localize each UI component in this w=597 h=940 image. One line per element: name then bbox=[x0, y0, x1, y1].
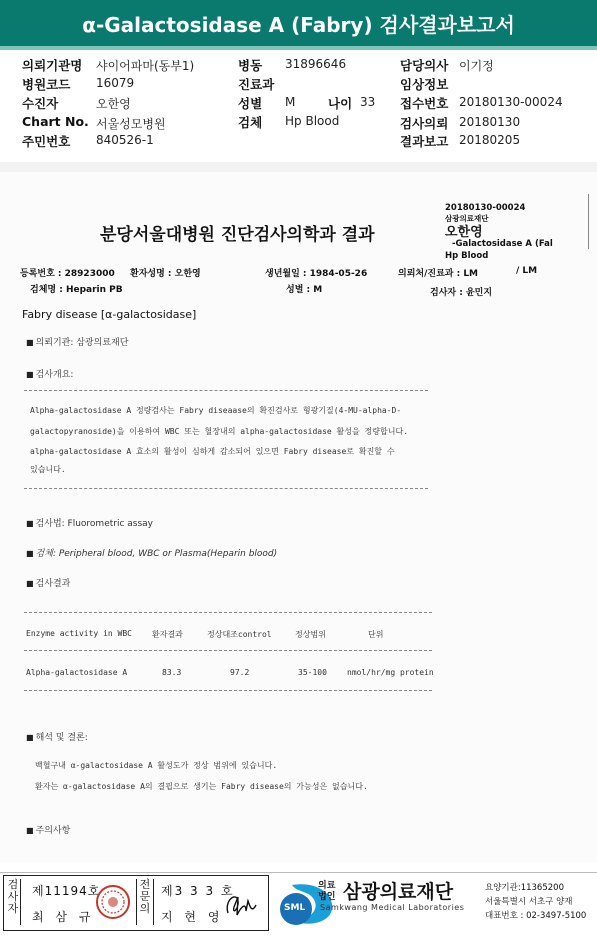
label-sex: 성별 bbox=[238, 96, 263, 111]
requesting-dept: 의뢰처/진료과 : LM bbox=[398, 269, 479, 279]
org-name-en: Samkwang Medical Laboratories bbox=[320, 903, 465, 912]
value-sex: M bbox=[285, 95, 296, 109]
value-patient: 오한영 bbox=[96, 97, 131, 111]
stamp-name: 오한영 bbox=[445, 225, 483, 240]
org-phone: 대표번호 : 02-3497-5100 bbox=[485, 911, 587, 921]
label-resident-no: 주민번호 bbox=[22, 134, 71, 149]
stamp-edge bbox=[588, 194, 589, 249]
section-requesting-org: ■ 의뢰기관: 삼광의료재단 bbox=[26, 335, 128, 348]
label-patient: 수진자 bbox=[22, 96, 59, 111]
overview-line-3: alpha-galactosidase A 효소의 활성이 심하게 감소되어 있으면 Fabry disease로 확진할 수 bbox=[30, 447, 395, 456]
org-name: 삼광의료재단 bbox=[343, 881, 454, 903]
org-type: 의료법인 bbox=[318, 881, 336, 902]
patient-name: 환자성명 : 오한영 bbox=[130, 269, 201, 279]
table-header-patient: 환자결과 bbox=[152, 630, 183, 639]
requesting-dept-2: / LM bbox=[516, 266, 538, 276]
value-specimen: Hp Blood bbox=[285, 114, 340, 128]
value-ward: 31896646 bbox=[285, 57, 347, 71]
section-gap bbox=[0, 162, 597, 172]
value-request-date: 20180130 bbox=[459, 115, 521, 129]
table-header-range: 정상범위 bbox=[295, 630, 326, 639]
overview-line-2: galactopyranoside)을 이용하여 WBC 또는 혈장내의 alpha-galactosidase 활성을 정량합니다. bbox=[30, 427, 409, 436]
stamp-specimen: Hp Blood bbox=[445, 251, 489, 261]
table-cell-test: Alpha-galactosidase A bbox=[26, 668, 128, 677]
sex: 성별 : M bbox=[286, 285, 323, 295]
sml-logo-text: SML bbox=[284, 903, 306, 913]
label-examiner-vertical: 검사자 bbox=[6, 879, 21, 925]
stamp-org: 삼광의료재단 bbox=[445, 214, 489, 223]
lab-heading: 분당서울대병원 진단검사의학과 결과 bbox=[100, 225, 375, 245]
section-interpretation: ■ 해석 및 결론: bbox=[26, 730, 88, 743]
org-address: 서울특별시 서초구 양재 bbox=[485, 897, 573, 907]
org-code: 요양기관:11365200 bbox=[485, 883, 564, 893]
section-specimen: ■ 검체: Peripheral blood, WBC or Plasma(Heparin blood) bbox=[26, 546, 277, 559]
table-cell-patient-result: 83.3 bbox=[162, 668, 182, 677]
patient-info-panel bbox=[0, 50, 597, 163]
section-notes: ■ 주의사항 bbox=[26, 823, 70, 836]
divider bbox=[24, 488, 428, 489]
value-chart-no: 서울성모병원 bbox=[96, 117, 166, 131]
examiner-name: 최 삼 규 bbox=[32, 910, 95, 924]
value-hospital-code: 16079 bbox=[96, 76, 135, 90]
label-specialist-vertical: 전문의 bbox=[136, 879, 154, 925]
value-resident-no: 840526-1 bbox=[96, 133, 154, 147]
divider bbox=[24, 612, 432, 613]
label-specimen: 검체 bbox=[238, 115, 263, 130]
scanned-report bbox=[0, 172, 597, 862]
label-age: 나이 bbox=[328, 96, 353, 111]
signature-icon bbox=[222, 887, 262, 921]
signature-footer bbox=[0, 872, 597, 940]
overview-line-4: 있습니다. bbox=[30, 465, 66, 474]
divider bbox=[24, 390, 428, 391]
section-result: ■ 검사결과 bbox=[26, 576, 70, 589]
examiner: 검사자 : 윤민지 bbox=[430, 288, 493, 298]
label-clinical-info: 임상정보 bbox=[400, 77, 449, 92]
label-doctor: 담당의사 bbox=[400, 58, 449, 73]
table-header-enzyme: Enzyme activity in WBC bbox=[26, 629, 132, 638]
specialist-name: 지 현 영 bbox=[161, 910, 224, 924]
section-overview: ■ 검사개요: bbox=[26, 367, 73, 380]
registration-no: 등록번호 : 28923000 bbox=[20, 269, 115, 279]
label-request-date: 검사의뢰 bbox=[400, 116, 449, 131]
label-chart-no: Chart No. bbox=[22, 114, 89, 129]
table-header-unit: 단위 bbox=[368, 630, 384, 639]
overview-line-1: Alpha-galactosidase A 정량검사는 Fabry diseaase의 확진검사로 형광기질(4-MU-alpha-D- bbox=[30, 406, 402, 415]
value-receipt-no: 20180130-00024 bbox=[459, 95, 563, 109]
examiner-license-no: 제11194호 bbox=[32, 884, 101, 898]
seal-icon bbox=[94, 879, 132, 925]
section-method: ■ 검사법: Fluorometric assay bbox=[26, 516, 153, 529]
label-department: 진료과 bbox=[238, 77, 275, 92]
birth-date: 생년월일 : 1984-05-26 bbox=[265, 269, 368, 279]
divider bbox=[24, 690, 432, 691]
value-requesting-org: 샤이어파마(동부1) bbox=[96, 59, 195, 73]
specimen-name: 검체명 : Heparin PB bbox=[30, 285, 123, 295]
label-receipt-no: 접수번호 bbox=[400, 96, 449, 111]
report-title: α-Galactosidase A (Fabry) 검사결과보고서 bbox=[0, 0, 597, 46]
value-age: 33 bbox=[360, 95, 376, 109]
specialist-license-no: 제3 3 3 호 bbox=[161, 884, 235, 898]
table-header-control: 정상대조control bbox=[207, 630, 272, 639]
label-hospital-code: 병원코드 bbox=[22, 77, 71, 92]
label-requesting-org: 의뢰기관명 bbox=[22, 58, 83, 73]
table-cell-unit: nmol/hr/mg protein bbox=[347, 668, 434, 677]
table-cell-range: 35-100 bbox=[298, 668, 327, 677]
divider bbox=[24, 650, 432, 651]
label-ward: 병동 bbox=[238, 58, 263, 73]
stamp-id: 20180130-00024 bbox=[445, 203, 526, 213]
disease-title: Fabry disease [α-galactosidase] bbox=[22, 308, 197, 321]
value-doctor: 이기정 bbox=[459, 59, 494, 73]
stamp-test: -Galactosidase A (Fal bbox=[452, 239, 553, 249]
value-report-date: 20180205 bbox=[459, 133, 521, 147]
interp-line-2: 환자는 α-galactosidase A의 결핍으로 생기는 Fabry disease의 가능성은 없습니다. bbox=[35, 782, 368, 791]
table-cell-control: 97.2 bbox=[230, 668, 250, 677]
label-report-date: 결과보고 bbox=[400, 134, 449, 149]
interp-line-1: 백혈구내 α-galactosidase A 활성도가 정상 범위에 있습니다. bbox=[35, 761, 278, 770]
